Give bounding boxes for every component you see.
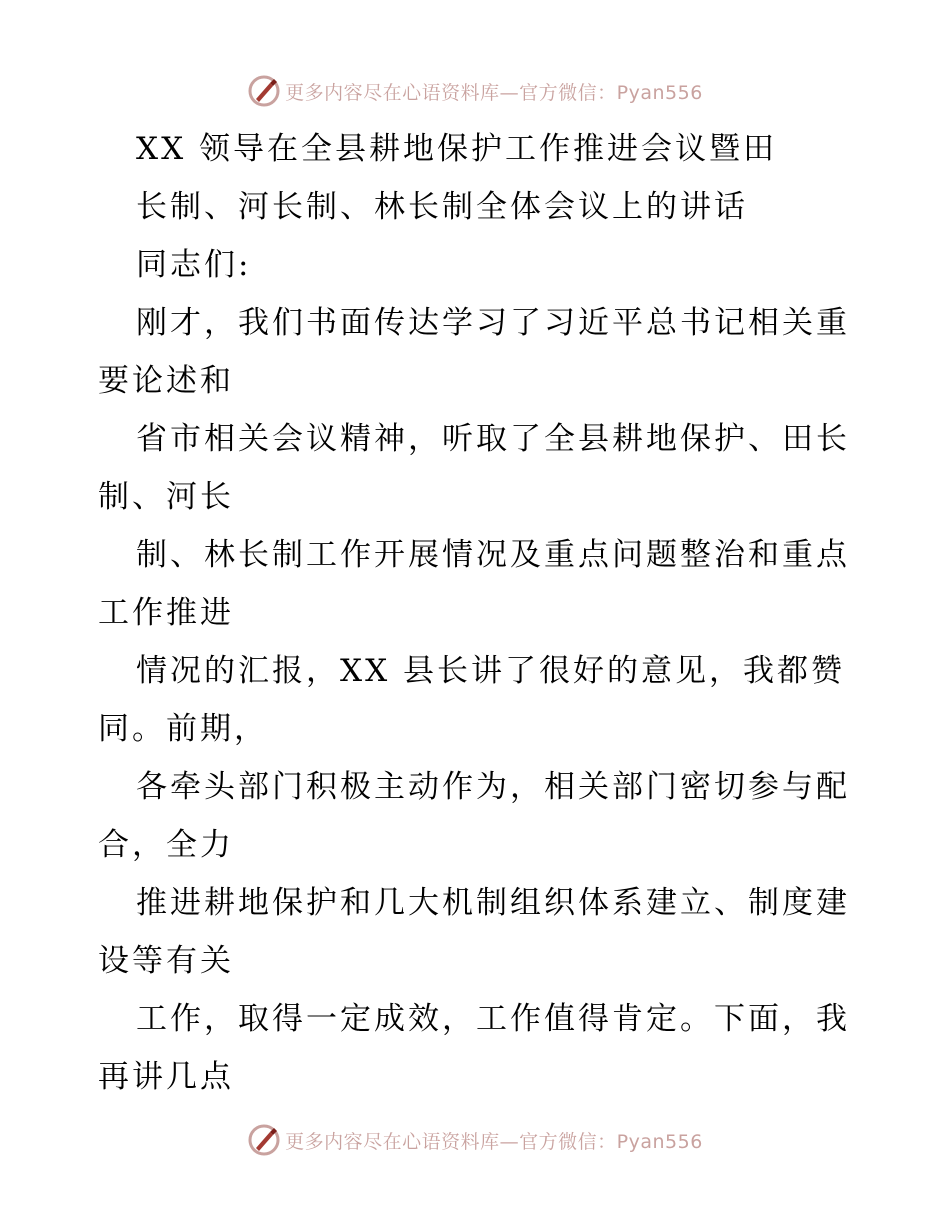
watermark-text: 更多内容尽在心语资料库—官方微信：Pyan556 <box>285 1130 703 1153</box>
document-content <box>98 120 858 1106</box>
paragraph-line: 制、林长制工作开展情况及重点问题整治和重点 <box>136 537 850 573</box>
paragraph-line: 合，全力 <box>98 827 234 863</box>
paragraph-line: 再讲几点 <box>98 1059 234 1095</box>
paragraph-line: 各牵头部门积极主动作为，相关部门密切参与配 <box>136 769 850 805</box>
pen-logo-icon <box>247 74 281 108</box>
paragraph-line: 工作推进 <box>98 595 234 631</box>
paragraph-line: 要论述和 <box>98 363 234 399</box>
paragraph-line: 制、河长 <box>98 479 234 515</box>
pen-logo-icon <box>247 1123 281 1157</box>
document-title-line: 长制、河长制、林长制全体会议上的讲话 <box>136 189 748 225</box>
paragraph-line: 设等有关 <box>98 943 234 979</box>
salutation: 同志们: <box>136 247 252 283</box>
paragraph-line: 刚才，我们书面传达学习了习近平总书记相关重 <box>136 305 850 341</box>
paragraph-line: 省市相关会议精神，听取了全县耕地保护、田长 <box>136 421 850 457</box>
footer-watermark-banner <box>0 1120 950 1160</box>
paragraph-line: 情况的汇报，XX 县长讲了很好的意见，我都赞 <box>136 653 845 689</box>
paragraph-line: 同。前期， <box>98 711 268 747</box>
document-title-line: XX 领导在全县耕地保护工作推进会议暨田 <box>136 131 777 167</box>
header-watermark-banner <box>0 71 950 111</box>
paragraph-line: 工作，取得一定成效，工作值得肯定。下面，我 <box>136 1001 850 1037</box>
paragraph-line: 推进耕地保护和几大机制组织体系建立、制度建 <box>136 885 850 921</box>
watermark-text: 更多内容尽在心语资料库—官方微信：Pyan556 <box>285 81 703 104</box>
